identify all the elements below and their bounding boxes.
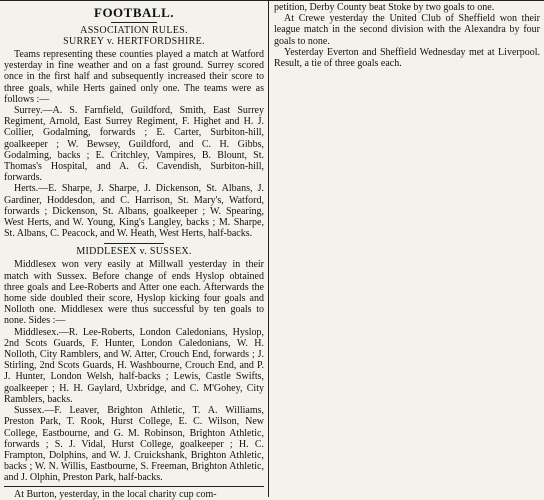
subsection-title: ASSOCIATION RULES. (80, 25, 188, 36)
section-rule (4, 486, 264, 487)
top-rule (0, 0, 544, 1)
column-divider (268, 0, 269, 497)
match2-title: MIDDLESEX v. SUSSEX. (76, 246, 192, 258)
section-title: FOOTBALL. (94, 5, 174, 20)
right-column (274, 2, 540, 112)
crewe-report: At Crewe yesterday the United Club of Sheffield won their league match in the second division with the Alexandra by four goals to none. (274, 13, 540, 47)
left-column (4, 5, 264, 500)
sussex-team: Sussex.—F. Leaver, Brighton Athletic, T. A. Williams, Preston Park, T. Rook, Hurst College, E. C. Wilson, New College, Eastbourne, and G. M. Robinson, Brighton Athletic, forwards ; S. J. Vidal, Hurst College, goalkeeper ; H. C. Frampton, Dolphins, and W. J. Cruickshank, Brighton Athletic, backs ; W. N. Willis, Eastbourne, S. Freeman, Brighton Athletic, and J. Olphin, Preston Park, half-backs. (4, 405, 264, 484)
burton-report: At Burton, yesterday, in the local charity cup com- (14, 488, 217, 500)
herts-team: Herts.—E. Sharpe, J. Sharpe, J. Dickenson, St. Albans, J. Gardiner, Hoddesdon, and C. Harrison, St. Mary's, Watford, forwards ; Dickenson, St. Albans, goalkeeper ; W. Spearing, West Herts, and W. Young, King's Langley, backs ; M. Sharpe, St. Albans, C. Peacock, and W. Heath, West Herts, half-backs. (4, 183, 264, 240)
match1-title: SURREY v. HERTFORDSHIRE. (63, 36, 205, 47)
derby-stoke-continuation: petition, Derby County beat Stoke by two goals to one. (274, 2, 495, 13)
everton-report: Yesterday Everton and Sheffield Wednesday met at Liverpool. Result, a tie of three goals each. (274, 46, 540, 70)
match-rule (104, 243, 164, 244)
match2-report: Middlesex won very easily at Millwall yesterday in their match with Sussex. Before change of ends Hyslop obtained three goals and Lee-Roberts and Atter one each. Afterwards the home side doubled their score, Hyslop kicking four goals and Nolloth one. Middlesex were thus successful by ten goals to none. Sides :— (4, 259, 264, 327)
title-rule (111, 22, 157, 23)
middlesex-team: Middlesex.—R. Lee-Roberts, London Caledonians, Hyslop, 2nd Scots Guards, F. Hunter, London Caledonians, W. H. Nolloth, City Ramblers, and W. Atter, Crouch End, forwards ; J. Stirling, 2nd Scots Guards, H. Washbourne, Crouch End, and P. J. Hunter, London Welsh, half-backs ; Lewis, Castle Swifts, goalkeeper ; H. H. Gaylard, Uxbridge, and C. M'Gohey, City Ramblers, backs. (4, 326, 264, 405)
surrey-team: Surrey.—A. S. Farnfield, Guildford, Smith, East Surrey Regiment, Arnold, East Surrey Regiment, F. Highet and H. J. Collier, Godalming, forwards ; E. Carter, Surbiton-hill, goalkeeper ; W. Bewsey, Guildford, and C. H. Gibbs, Godalming, backs ; E. Critchley, Vampires, B. Blount, St. Thomas's Hospital, and A. G. Cavendish, Surbiton-hill, forwards. (4, 105, 264, 184)
match1-report: Teams representing these counties played a match at Watford yesterday in fine weather and on a fast ground. Surrey scored once in the first half and subsequently increased their score to three goals, while Herts gained only one. The teams were as follows :— (4, 49, 264, 105)
